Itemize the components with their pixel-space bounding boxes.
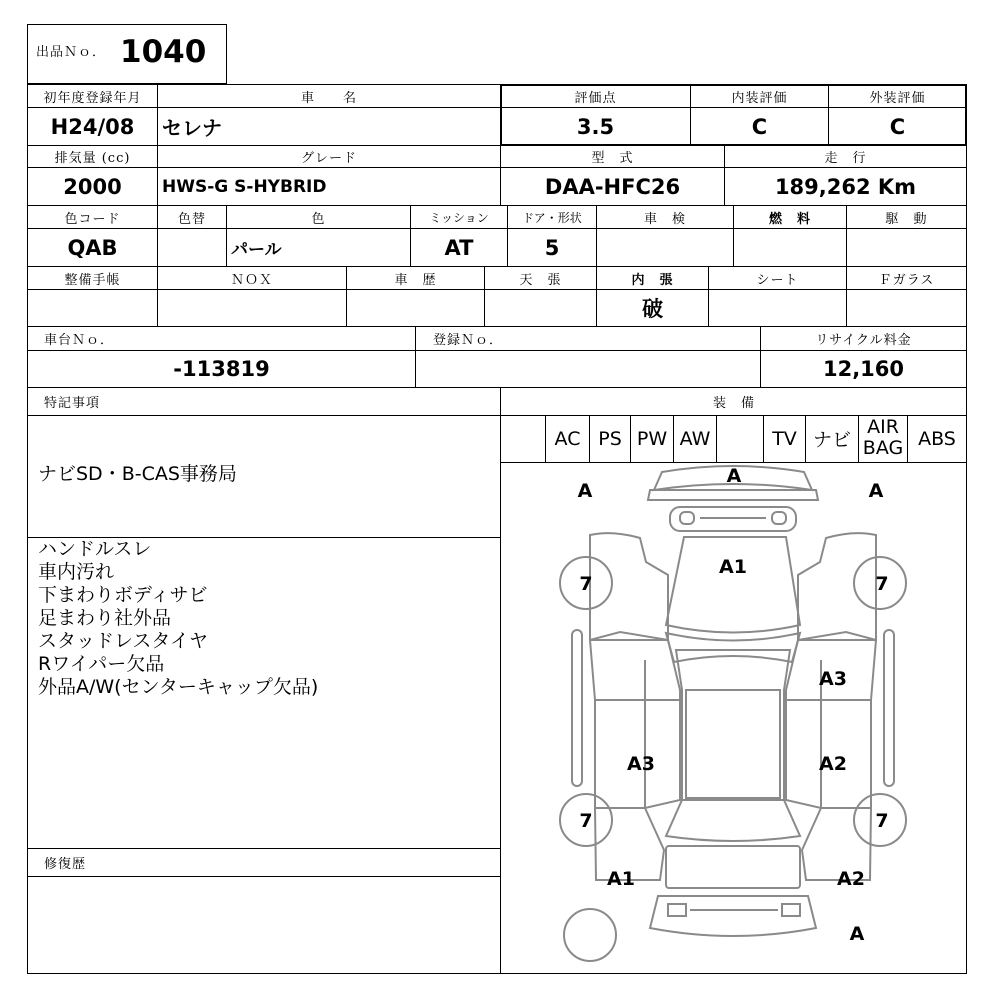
equip-airbag-line2: BAG bbox=[862, 437, 904, 459]
displacement-label: 排気量 (cc) bbox=[54, 151, 131, 166]
nox-label: ＮＯＸ bbox=[230, 272, 273, 288]
equip-abs: ABS bbox=[918, 427, 956, 450]
drive-label: 駆 動 bbox=[885, 211, 928, 227]
drive-value bbox=[847, 229, 966, 266]
recycle-fee-value: 12,160 bbox=[822, 357, 905, 381]
color-code-value: QAB bbox=[67, 235, 118, 260]
mark-top-left: A bbox=[577, 480, 593, 502]
displacement-value: 2000 bbox=[63, 174, 122, 199]
tire-front-left-value: 7 bbox=[579, 573, 593, 595]
notes-line: 車内汚れ bbox=[38, 561, 115, 583]
front-glass-value bbox=[847, 290, 966, 326]
reg-date-label: 初年度登録年月 bbox=[43, 90, 142, 106]
equip-navi: ナビ bbox=[812, 429, 851, 451]
mark-right-front-door: A3 bbox=[819, 668, 847, 690]
lining-value: 破 bbox=[642, 296, 663, 321]
interior-grade-label: 内装評価 bbox=[731, 90, 788, 106]
inspection-label: 車 検 bbox=[643, 211, 686, 227]
car-name-label: 車 名 bbox=[300, 90, 357, 106]
mileage-value: 189,262 Km bbox=[774, 174, 917, 199]
equip-ac: AC bbox=[554, 427, 581, 450]
interior-grade-value: C bbox=[751, 114, 768, 139]
registration-no-value bbox=[416, 351, 760, 387]
service-book-value bbox=[28, 290, 157, 326]
notes-text: ナビSD・B-CAS事務局 bbox=[38, 462, 237, 485]
chassis-no-label: 車台Ｎｏ． bbox=[44, 333, 115, 348]
service-book-label: 整備手帳 bbox=[64, 272, 121, 288]
lot-number: 1040 bbox=[120, 34, 207, 70]
equip-airbag-line1: AIR bbox=[867, 416, 899, 438]
model-label: 型 式 bbox=[591, 151, 634, 166]
car-name-value: セレナ bbox=[162, 116, 222, 140]
seat-value bbox=[709, 290, 846, 326]
model-value: DAA-HFC26 bbox=[544, 174, 681, 199]
score-value: 3.5 bbox=[576, 114, 615, 139]
exterior-grade-label: 外装評価 bbox=[869, 90, 926, 106]
color-value: パール bbox=[231, 240, 282, 260]
mission-value: AT bbox=[444, 235, 474, 260]
mark-bottom-right: A bbox=[849, 923, 865, 945]
car-history-label: 車 歴 bbox=[394, 272, 437, 288]
notes-list bbox=[38, 538, 498, 699]
equip-ps: PS bbox=[598, 427, 622, 450]
mileage-label: 走 行 bbox=[824, 151, 867, 166]
repair-history-label: 修復歴 bbox=[44, 857, 87, 872]
equip-pw: PW bbox=[636, 427, 668, 450]
color-code-label: 色コード bbox=[64, 211, 121, 227]
notes-label: 特記事項 bbox=[44, 396, 101, 411]
mark-rear-right: A2 bbox=[837, 868, 865, 890]
tire-front-right-value: 7 bbox=[875, 573, 889, 595]
grade-label: グレード bbox=[300, 151, 357, 166]
ceiling-label: 天 張 bbox=[519, 272, 562, 288]
door-value: 5 bbox=[544, 235, 560, 260]
notes-line: スタッドレスタイヤ bbox=[38, 630, 209, 652]
chassis-no-value: -113819 bbox=[173, 357, 270, 381]
color-label: 色 bbox=[311, 211, 326, 227]
mark-top-right: A bbox=[868, 480, 884, 502]
exterior-grade-value: C bbox=[889, 114, 906, 139]
score-label: 評価点 bbox=[574, 90, 617, 106]
mark-rear-left: A1 bbox=[607, 868, 635, 890]
recycle-fee-label: リサイクル料金 bbox=[815, 333, 912, 348]
fuel-label: 燃 料 bbox=[768, 211, 811, 227]
reg-date-value: H24/08 bbox=[50, 114, 135, 139]
tire-rear-right-value: 7 bbox=[875, 810, 889, 832]
equip-aw: AW bbox=[679, 427, 711, 450]
repaint-value bbox=[158, 229, 226, 266]
seat-label: シート bbox=[756, 272, 799, 288]
nox-value bbox=[158, 290, 346, 326]
repaint-label: 色替 bbox=[177, 211, 206, 227]
notes-line: 下まわりボディサビ bbox=[38, 584, 208, 606]
lining-label: 内 張 bbox=[631, 272, 674, 288]
notes-line: ハンドルスレ bbox=[38, 538, 152, 560]
mission-label: ミッション bbox=[429, 210, 489, 225]
fuel-value bbox=[734, 229, 846, 266]
equip-blank bbox=[717, 415, 763, 462]
equip-airbag bbox=[859, 417, 907, 459]
mark-hood: A1 bbox=[719, 556, 747, 578]
mark-right-rear-panel: A2 bbox=[819, 753, 847, 775]
notes-line: Rワイパー欠品 bbox=[38, 653, 165, 675]
inspection-value bbox=[597, 229, 733, 266]
registration-no-label: 登録Ｎｏ． bbox=[433, 333, 504, 348]
notes-line: 足まわり社外品 bbox=[38, 607, 172, 629]
ceiling-value bbox=[485, 290, 596, 326]
grade-value: HWS-G S-HYBRID bbox=[162, 176, 327, 197]
tire-rear-left-value: 7 bbox=[579, 810, 593, 832]
front-glass-label: Ｆガラス bbox=[878, 272, 935, 288]
mark-top-center: A bbox=[726, 465, 742, 487]
equip-tv: TV bbox=[772, 427, 797, 450]
lot-label: 出品Ｎｏ． bbox=[36, 44, 107, 60]
equipment-label: 装 備 bbox=[712, 396, 755, 411]
mark-left-rear-panel: A3 bbox=[627, 753, 655, 775]
car-history-value bbox=[347, 290, 484, 326]
door-label: ドア・形状 bbox=[522, 210, 582, 225]
notes-line: 外品A/W(センターキャップ欠品) bbox=[38, 676, 319, 698]
